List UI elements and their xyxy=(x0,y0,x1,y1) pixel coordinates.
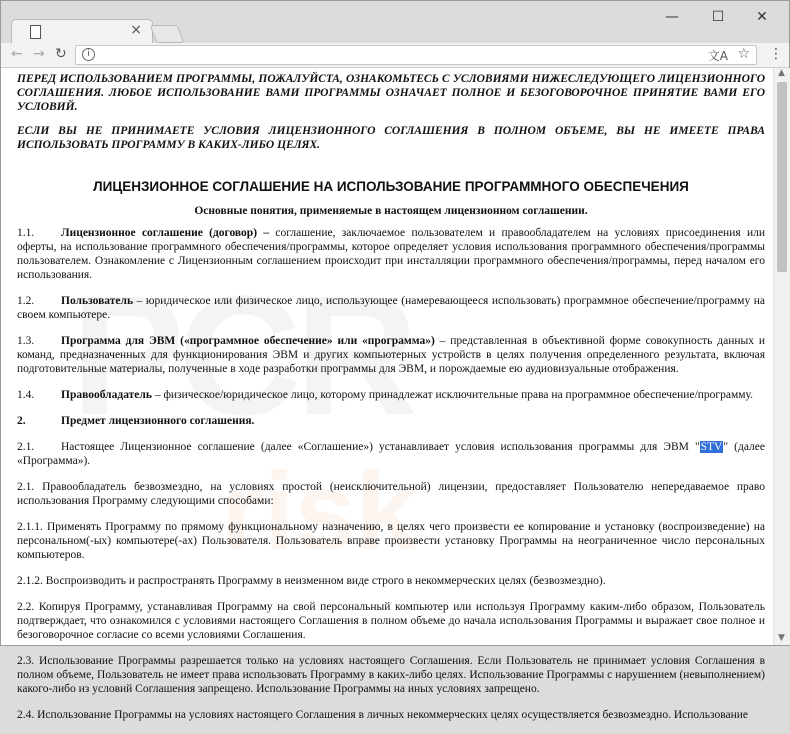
page-icon xyxy=(30,25,41,39)
info-icon[interactable]: i xyxy=(82,48,95,61)
scroll-up-arrow-icon[interactable]: ▲ xyxy=(778,68,785,78)
translate-icon[interactable]: 文A xyxy=(707,49,728,63)
document-subtitle: Основные понятия, применяемые в настоящем лицензионном соглашении. xyxy=(194,205,588,217)
back-arrow-icon[interactable]: ← xyxy=(11,46,23,62)
clause-1-3 xyxy=(17,334,765,376)
clause-2-1-1: 2.1.1. Применять Программу по прямому функциональному назначению, в целях чего произвести ее копирование и установку (воспроизведение) на персональном(-ых) компьютере(-ах) Пользователя. Пользователь вправе произвести установку Программы на неограниченное число персональных компьютеров. xyxy=(17,521,765,561)
clause-2-4: 2.4. Использование Программы на условиях настоящего Соглашения в личных некоммерческих целях осуществляется безвозмездно. Использование xyxy=(17,709,748,721)
address-bar[interactable] xyxy=(75,45,757,65)
warning-paragraph-2: ЕСЛИ ВЫ НЕ ПРИНИМАЕТЕ УСЛОВИЯ ЛИЦЕНЗИОННОГО СОГЛАШЕНИЯ В ПОЛНОМ ОБЪЕМЕ, ВЫ НЕ ИМЕЕТЕ ПРАВА ИСПОЛЬЗОВАТЬ ПРОГРАММУ В КАКИХ-ЛИБО ЦЕЛЯХ. xyxy=(17,125,765,151)
clause-term: Пользователь xyxy=(61,295,134,307)
minimize-button[interactable]: — xyxy=(665,9,679,25)
license-document xyxy=(17,72,765,734)
vertical-scrollbar[interactable] xyxy=(773,68,790,645)
bookmark-star-icon[interactable]: ☆ xyxy=(737,46,750,62)
section-2-heading xyxy=(17,414,765,428)
section-title: Предмет лицензионного соглашения. xyxy=(61,415,255,427)
reload-icon[interactable]: ↻ xyxy=(55,46,67,62)
new-tab-button[interactable] xyxy=(150,25,185,43)
clause-term: Правообладатель xyxy=(61,389,152,401)
clause-text: соглашение, заключаемое пользователем и правообладателем на условиях присоединения или оферты, на использование программного обеспечения/программы, которое определяет условия использования программного обеспечения/программы пользователем. Ознакомление с Лицензионным соглашением происходит при инсталляции программного обеспечения/программы, перед началом его использования. xyxy=(17,227,765,281)
document-title: ЛИЦЕНЗИОННОЕ СОГЛАШЕНИЕ НА ИСПОЛЬЗОВАНИЕ ПРОГРАММНОГО ОБЕСПЕЧЕНИЯ xyxy=(93,179,689,194)
clause-2-2: 2.2. Копируя Программу, устанавливая Программу на свой персональный компьютер или используя Программу каким-либо образом, Пользователь подтверждает, что ознакомился с условиями настоящего Соглашения в полном объеме до начала использования Программы и выражает свое полное и безоговорочное согласие со всеми условиями Соглашения. xyxy=(17,601,765,641)
clause-text-end: " (далее «Программа»). xyxy=(17,441,765,467)
selected-text[interactable]: STV xyxy=(700,441,723,453)
warning-paragraph-1: ПЕРЕД ИСПОЛЬЗОВАНИЕМ ПРОГРАММЫ, ПОЖАЛУЙСТА, ОЗНАКОМЬТЕСЬ С УСЛОВИЯМИ НИЖЕСЛЕДУЮЩЕГО ЛИЦЕНЗИОННОГО СОГЛАШЕНИЯ. ЛЮБОЕ ИСПОЛЬЗОВАНИЕ ВАМИ ПРОГРАММЫ ОЗНАЧАЕТ ПОЛНОЕ И БЕЗОГОВОРОЧНОЕ ПРИНЯТИЕ ВАМИ ЕГО УСЛОВИЙ. xyxy=(17,73,765,113)
scrollbar-thumb[interactable] xyxy=(777,82,787,272)
clause-text: – физическое/юридическое лицо, которому принадлежат исключительные права на программное обеспечение/программу. xyxy=(151,389,754,401)
clause-term: Лицензионное соглашение (договор) – xyxy=(61,227,270,239)
clause-number: 1.4. xyxy=(17,389,35,401)
clause-2-1-2: 2.1.2. Воспроизводить и распространять Программу в неизменном виде строго в некоммерческих целях (безвозмездно). xyxy=(17,575,606,587)
clause-text: – представленная в объективной форме совокупность данных и команд, предназначенных для функционирования ЭВМ и других компьютерных устройств в целях получения определенного результата, включая подготовительные материалы, полученные в ходе разработки программы для ЭВМ, и порождаемые ею аудиовизуальные отображения. xyxy=(17,335,765,375)
tab-close-icon[interactable]: × xyxy=(130,22,142,38)
clause-number: 1.3. xyxy=(17,335,35,347)
clause-2-1-grant: 2.1. Правообладатель безвозмездно, на условиях простой (неисключительной) лицензии, предоставляет Пользователю непередаваемое право использования Программу следующими способами: xyxy=(17,481,765,507)
maximize-button[interactable]: ☐ xyxy=(711,9,725,25)
clause-text: Настоящее Лицензионное соглашение (далее «Соглашение») устанавливает условия использования программы для ЭВМ " xyxy=(61,441,700,453)
forward-arrow-icon[interactable]: → xyxy=(33,46,45,62)
tab-bar xyxy=(1,1,789,43)
clause-number: 1.2. xyxy=(17,295,35,307)
clause-number: 2.1. xyxy=(17,441,35,453)
clause-number: 1.1. xyxy=(17,227,35,239)
clause-1-4 xyxy=(17,388,765,402)
watermark-logo-secondary: risk xyxy=(221,450,417,573)
clause-1-2 xyxy=(17,294,765,322)
page-viewport xyxy=(1,68,773,721)
clause-term: Программа для ЭВМ («программное обеспечение» или «программа») xyxy=(61,335,435,347)
clause-2-3: 2.3. Использование Программы разрешается только на условиях настоящего Соглашения. Если Пользователь не принимает условия Соглашения в полном объеме, Пользователь не имеет права использовать Программу в каких-либо целях. Использование Программы с нарушением (невыполнением) какого-либо из условий Соглашения запрещено. Использование Программы на иных условиях запрещено. xyxy=(17,655,765,695)
scroll-down-arrow-icon[interactable]: ▼ xyxy=(778,633,785,643)
clause-2-1 xyxy=(17,440,765,468)
close-window-button[interactable]: ✕ xyxy=(756,9,768,25)
clause-text: – юридическое или физическое лицо, использующее (намеревающееся использовать) программное обеспечение/программу на своем компьютере. xyxy=(17,295,765,321)
browser-tab[interactable] xyxy=(11,19,153,44)
browser-menu-icon[interactable]: ⋮ xyxy=(769,46,783,62)
section-number: 2. xyxy=(17,415,26,427)
clause-1-1 xyxy=(17,226,765,282)
browser-toolbar xyxy=(1,43,789,68)
